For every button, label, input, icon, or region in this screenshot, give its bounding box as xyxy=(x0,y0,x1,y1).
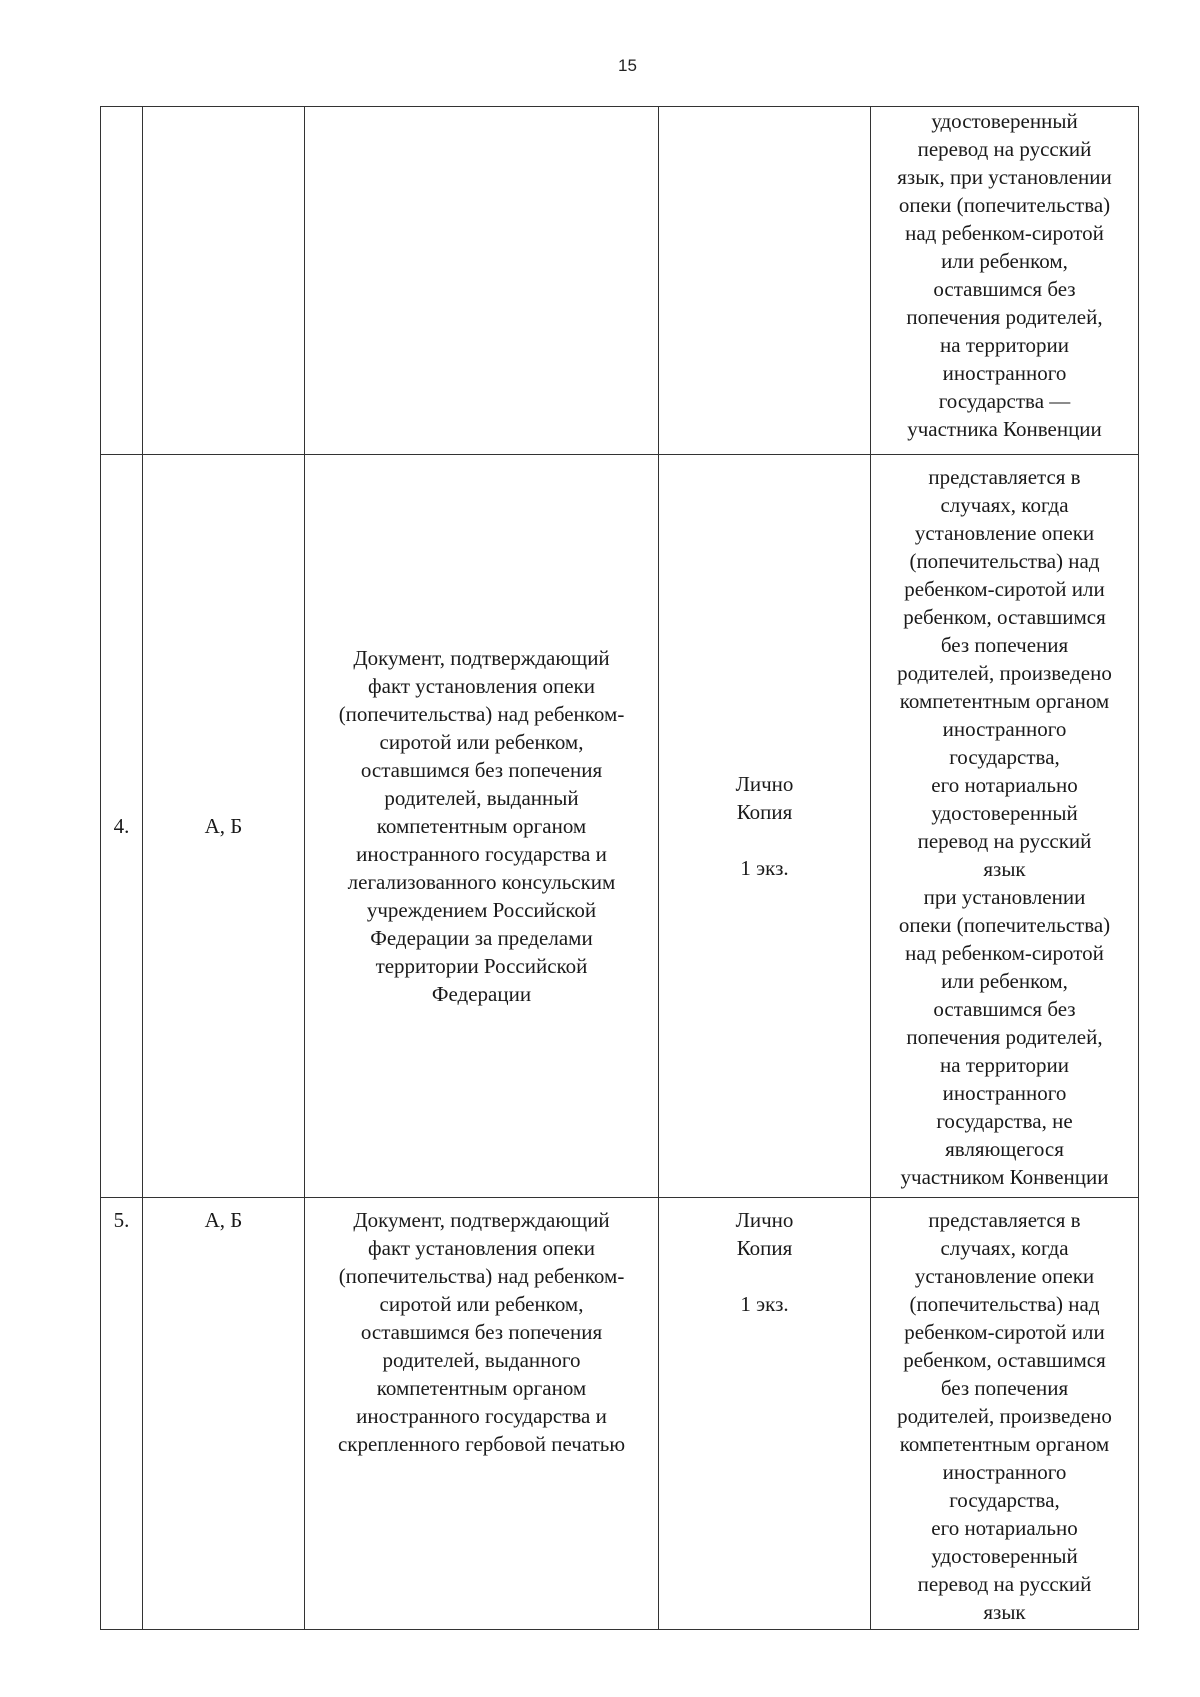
note-cell xyxy=(871,455,1139,1198)
note-cell xyxy=(871,1198,1139,1630)
document-line: (попечительства) над ребенком- xyxy=(338,1264,625,1288)
table-row xyxy=(101,1198,1139,1630)
note-line: представляется в xyxy=(928,465,1081,489)
document-line: оставшимся без попечения xyxy=(360,758,603,782)
category-cell: А, Б xyxy=(143,455,305,1198)
note-line: оставшимся без xyxy=(933,277,1076,301)
note-line: перевод на русский xyxy=(917,137,1092,161)
note-line: установление опеки xyxy=(914,521,1095,545)
note-line: иностранного xyxy=(942,361,1067,385)
note-line: случаях, когда xyxy=(940,1236,1069,1260)
note-line: его нотариально xyxy=(931,1516,1078,1540)
note-line: или ребенком, xyxy=(941,249,1068,273)
note-line: установление опеки xyxy=(914,1264,1095,1288)
note-line: (попечительства) над xyxy=(909,1292,1100,1316)
note-line: являющегося xyxy=(945,1137,1064,1161)
document-line: сиротой или ребенком, xyxy=(379,730,584,754)
note-line: на территории xyxy=(940,1053,1069,1077)
note-line: участника Конвенции xyxy=(907,417,1102,441)
note-line: компетентным органом xyxy=(899,1432,1110,1456)
note-line: родителей, произведено xyxy=(897,661,1112,685)
form-cell xyxy=(659,107,871,455)
note-line: государства — xyxy=(938,389,1071,413)
note-line: ребенком, оставшимся xyxy=(903,1348,1106,1372)
note-line: опеки (попечительства) xyxy=(898,193,1111,217)
note-line: иностранного xyxy=(942,717,1067,741)
note-line: ребенком, оставшимся xyxy=(903,605,1106,629)
note-line: перевод на русский xyxy=(917,829,1092,853)
document-line: иностранного государства и xyxy=(356,842,607,866)
document-line: родителей, выданного xyxy=(382,1348,581,1372)
document-line: факт установления опеки xyxy=(368,674,595,698)
document-line: учреждением Российской xyxy=(366,898,597,922)
table-row xyxy=(101,107,1139,455)
note-line: удостоверенный xyxy=(931,1544,1078,1568)
note-line: его нотариально xyxy=(931,773,1078,797)
form-cell xyxy=(659,1198,871,1630)
note-line: без попечения xyxy=(940,1376,1069,1400)
note-line: государства, xyxy=(949,1488,1060,1512)
row-number-cell: 5. xyxy=(101,1198,143,1630)
document-line: компетентным органом xyxy=(376,1376,587,1400)
note-line: иностранного xyxy=(942,1460,1067,1484)
note-line: оставшимся без xyxy=(933,997,1076,1021)
document-line: скрепленного гербовой печатью xyxy=(337,1432,626,1456)
note-line: при установлении xyxy=(923,885,1086,909)
note-line: участником Конвенции xyxy=(900,1165,1109,1189)
document-line: Документ, подтверждающий xyxy=(353,1208,610,1232)
document-cell xyxy=(305,455,659,1198)
document-line: Федерации xyxy=(431,982,532,1006)
category-cell xyxy=(143,107,305,455)
form-cell xyxy=(659,455,871,1198)
note-line: опеки (попечительства) xyxy=(898,913,1111,937)
document-line: родителей, выданный xyxy=(384,786,579,810)
note-line: попечения родителей, xyxy=(906,1025,1103,1049)
document-line: Федерации за пределами xyxy=(370,926,593,950)
note-line: компетентным органом xyxy=(899,689,1110,713)
copies-count: 1 экз. xyxy=(740,856,789,880)
note-line: на территории xyxy=(940,333,1069,357)
note-line: родителей, произведено xyxy=(897,1404,1112,1428)
document-line: территории Российской xyxy=(375,954,588,978)
document-line: (попечительства) над ребенком- xyxy=(338,702,625,726)
spacer xyxy=(661,1262,868,1290)
document-line: оставшимся без попечения xyxy=(360,1320,603,1344)
note-line: удостоверенный xyxy=(931,801,1078,825)
note-line: (попечительства) над xyxy=(909,549,1100,573)
note-line: иностранного xyxy=(942,1081,1067,1105)
category-cell: А, Б xyxy=(143,1198,305,1630)
page-number: 15 xyxy=(618,56,637,75)
document-line: факт установления опеки xyxy=(368,1236,595,1260)
document-line: легализованного консульским xyxy=(347,870,616,894)
spacer xyxy=(661,826,868,854)
note-cell xyxy=(871,107,1139,455)
note-line: или ребенком, xyxy=(941,969,1068,993)
note-line: язык xyxy=(983,1600,1026,1624)
submission-method: Лично xyxy=(735,1208,794,1232)
document-cell xyxy=(305,107,659,455)
documents-table xyxy=(100,106,1139,1630)
note-line: случаях, когда xyxy=(940,493,1069,517)
note-line: над ребенком-сиротой xyxy=(905,221,1104,245)
note-line: государства, не xyxy=(936,1109,1073,1133)
submission-method: Лично xyxy=(735,772,794,796)
note-line: государства, xyxy=(949,745,1060,769)
document-line: сиротой или ребенком, xyxy=(379,1292,584,1316)
document-line: иностранного государства и xyxy=(356,1404,607,1428)
note-line: попечения родителей, xyxy=(906,305,1103,329)
row-number-cell xyxy=(101,107,143,455)
note-line: ребенком-сиротой или xyxy=(904,577,1105,601)
note-line: над ребенком-сиротой xyxy=(905,941,1104,965)
note-line: без попечения xyxy=(940,633,1069,657)
note-line: язык, при установлении xyxy=(897,165,1112,189)
table-row xyxy=(101,455,1139,1198)
document-line: Документ, подтверждающий xyxy=(353,646,610,670)
note-line: представляется в xyxy=(928,1208,1081,1232)
row-number-cell: 4. xyxy=(101,455,143,1198)
document-type: Копия xyxy=(736,800,793,824)
document-type: Копия xyxy=(736,1236,793,1260)
document-cell xyxy=(305,1198,659,1630)
note-line: ребенком-сиротой или xyxy=(904,1320,1105,1344)
document-line: компетентным органом xyxy=(376,814,587,838)
note-line: язык xyxy=(983,857,1026,881)
copies-count: 1 экз. xyxy=(740,1292,789,1316)
note-line: удостоверенный xyxy=(931,109,1078,133)
note-line: перевод на русский xyxy=(917,1572,1092,1596)
